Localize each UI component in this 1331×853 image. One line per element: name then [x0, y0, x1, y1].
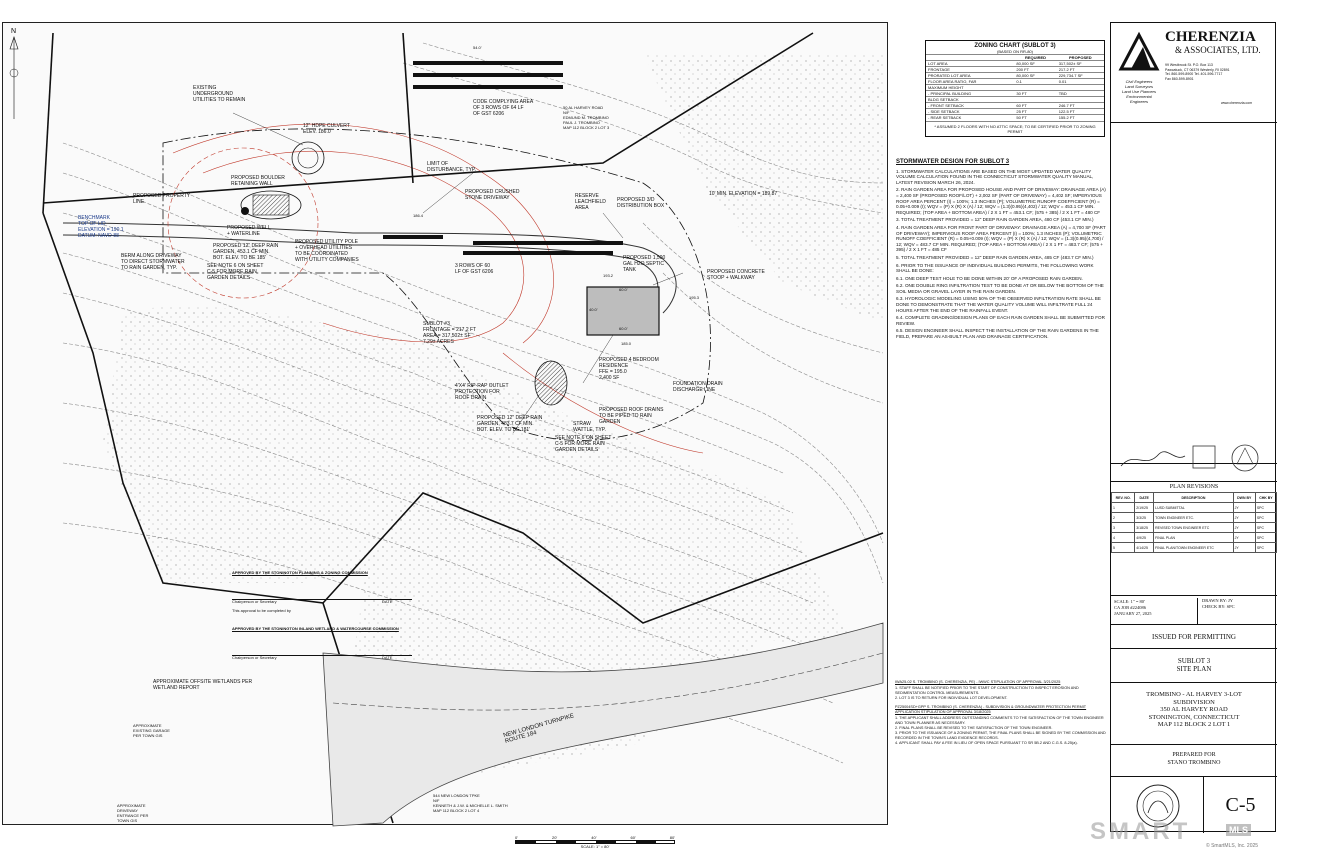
zoning-cell: 317,502± SF: [1057, 61, 1104, 67]
firm-name: CHERENZIA: [1165, 29, 1256, 45]
scale-tick: 20': [552, 835, 558, 840]
label-house-dim-side: 40.0': [589, 307, 598, 312]
zoning-cell: 155.2 FT: [1057, 115, 1104, 121]
stipulation-heading: PZ25004SD+GPP S. TROMBINO (S. CHERENZIA) - SUBDIVISION & GROUNDWATER PROTECTION PERMIT APPLICATION STIPULATION OF APPROVAL 3/18/2025: [895, 705, 1087, 714]
drawing-date: JANUARY 27, 2025: [1114, 611, 1152, 616]
zoning-cell: - SIDE SETBACK: [926, 109, 1014, 115]
stormwater-note: 2. RAIN GARDEN AREA FOR PROPOSED HOUSE AND PART OF DRIVEWAY: DRAINAGE AREA (A) = 2,400 SF (PROPOSED ROOF/LOT) + 2,002 SF (PART OF DRIVEWAY) = 4,402 SF; IMPERVIOUS ROOF AREA PERCENT (I) = 100%; 1.3 INCHES (P); VOLUMETRIC RUNOFF COEFFICIENT (R) = 0.05+0.009 (I); WQV = (P) X (R) X (A) / 12; WQV = (1.3)(0.95)(4,402) / 12; WQV = 453.1 CF MIN. REQUIRED; (TOP AREA + BOTTOM AREA) / 2 X 1 FT = 453.1 CF; (575 + 385) / 2 X 1 FT = 480 CF: [896, 187, 1106, 215]
retaining-wall: [253, 195, 289, 215]
pz-approval-title: APPROVED BY THE STONINGTON PLANNING & ZONING COMMISSION: [232, 570, 368, 575]
firm-services: Civil Engineers Land Surveyors Land Use Planners Environmental Engineers: [1121, 79, 1157, 104]
revision-cell: JY: [1233, 533, 1255, 543]
label-dist-box: PROPOSED 3/D DISTRIBUTION BOX: [617, 197, 665, 209]
label-offsite-wetlands: APPROXIMATE OFFSITE WETLANDS PER WETLAND REPORT: [153, 679, 253, 691]
label-foundation: FOUNDATION DRAIN DISCHARGE LINE: [673, 381, 723, 393]
zoning-cell: PRORATED LOT AREA: [926, 73, 1014, 79]
label-retaining-wall: PROPOSED BOULDER RETAINING WALL: [231, 175, 285, 187]
stipulation-items: 1. THE APPLICANT SHALL ADDRESS OUTSTANDING COMMENTS TO THE SATISFACTION OF THE TOWN ENGINEER AND TOWN PLANNER AS NECESSARY. 2. FINAL PLANS SHALL BE REVISED TO THE SATISFACTION OF THE TOWN ENGINEER. 3. PRIOR TO THE ISSUANCE OF A ZONING PERMIT, THE FINAL PLANS SHALL BE SIGNED BY THE COMMISSION AND RECORDED IN THE TOWN'S LAND EVIDENCE RECORDS. 4. APPLICANT SHALL PAY A FEE IN LIEU OF OPEN SPACE PURSUANT TO SR 5B.2 AND C.G.S. 8-25(a).: [895, 716, 1106, 745]
zoning-cell: 122.5 FT: [1057, 109, 1104, 115]
revision-cell: FINAL PLAN/TOWN ENGINEER ETC: [1154, 543, 1234, 553]
rev-header: DATE: [1135, 493, 1154, 503]
revision-cell: 4: [1112, 533, 1135, 543]
label-septic: PROPOSED 1,500 GAL H2O SEPTIC TANK: [623, 255, 666, 273]
copyright-text: © SmartMLS, Inc. 2025: [1206, 843, 1259, 849]
svg-text:N: N: [11, 28, 17, 35]
drawing-meta: [1111, 595, 1277, 625]
stormwater-note: 3. TOTAL TREATMENT PROVIDED = 12" DEEP RAIN GARDEN AREA, 480 CF (453.1 CF MIN.): [896, 217, 1094, 223]
scale-tick: 60': [630, 835, 636, 840]
zoning-cell: 229,734.7 SF: [1057, 73, 1104, 79]
firm-name-suffix: & ASSOCIATES, LTD.: [1175, 45, 1261, 55]
checked-by: CHECK BY: SPC: [1202, 604, 1235, 609]
zoning-subtitle: (BASED ON RR-80): [996, 49, 1033, 54]
issued-status: ISSUED FOR PERMITTING: [1111, 625, 1277, 649]
label-elev-185: 185.0: [621, 341, 632, 346]
iw-signature-line: [232, 649, 412, 660]
rev-header: REV. NO.: [1112, 493, 1135, 503]
revision-cell: 3/18/25: [1135, 523, 1154, 533]
label-rain-garden-1: PROPOSED 12" DEEP RAIN GARDEN, 453.1 CF MIN. BOT. ELEV. TO BE 185': [213, 243, 279, 261]
zoning-header: REQUIRED: [1014, 55, 1056, 61]
revisions-title: PLAN REVISIONS: [1169, 484, 1219, 490]
revision-cell: 4/9/25: [1135, 533, 1154, 543]
label-straw: STRAW WATTLE, TYP.: [573, 421, 606, 433]
zoning-cell: 30 FT: [1014, 91, 1056, 97]
label-well: PROPOSED WELL + WATERLINE: [227, 225, 271, 237]
label-reserve-leach: RESERVE LEACHFIELD AREA: [575, 193, 606, 211]
rev-header: DESCRIPTION: [1154, 493, 1234, 503]
zoning-table: [926, 54, 1104, 121]
culvert-basin: [292, 142, 324, 174]
zoning-cell: 80,000 SF: [1014, 61, 1056, 67]
stormwater-note: 4. RAIN GARDEN AREA FOR FRONT PART OF DRIVEWAY: DRAINAGE AREA (A) = 4,700 SF (PART OF DRIVEWAY); IMPERVIOUS ROOF AREA PERCENT (I) = 100%; 1.3 INCHES (P); VOLUMETRIC RUNOFF COEFFICIENT (R) = 0.05+0.009 (I); WQV = (P) X (R) X (A) / 12; WQV = (1.3)(0.95)(4,700) / 12; WQV = 483.7 CF MIN. REQUIRED; (TOP AREA + BOTTOM AREA) / 2 X 1 FT = 483.7 CF; (575 + 395) / 2 X 1 FT = 485 CF: [896, 224, 1106, 253]
prepared-for: PREPARED FOR STANO TROMBINO: [1111, 745, 1277, 777]
label-approx-garage: APPROXIMATE EXISTING GARAGE PER TOWN GIS: [133, 723, 170, 738]
iw-signer-label: Chairperson or Secretary: [232, 655, 277, 660]
revision-cell: SPC: [1255, 503, 1276, 513]
label-three-rows: 3 ROWS OF 60 LF OF GST 6206: [455, 263, 494, 275]
revision-cell: LUSD SUBMITTAL: [1154, 503, 1234, 513]
zoning-cell: - REAR SETBACK: [926, 115, 1014, 121]
revision-cell: 1: [1112, 503, 1135, 513]
zoning-cell: LOT AREA: [926, 61, 1014, 67]
stormwater-note: 6.3. HYDROLOGIC MODELING USING 50% OF THE OBSERVED INFILTRATION RATE SHALL BE DONE TO DEMONSTRATE THAT THE WATER QUALITY VOLUME WILL INFILTRATE FULL 24 HOURS AFTER THE END OF THE RAINFALL EVENT.: [896, 296, 1101, 313]
revision-row: [1112, 533, 1277, 543]
zoning-cell: TBD: [1057, 91, 1104, 97]
rev-header: CHK BY: [1255, 493, 1276, 503]
label-dim-54: 54.0': [473, 45, 482, 50]
label-elev-193: 193.2: [603, 273, 614, 278]
label-property-line: PROPOSED PROPERTY LINE: [133, 193, 191, 205]
stormwater-heading: STORMWATER DESIGN FOR SUBLOT 3: [896, 159, 1010, 165]
revision-cell: 3: [1112, 523, 1135, 533]
zoning-cell: MAXIMUM HEIGHT: [926, 85, 1014, 91]
job-number: CA JOB #224086: [1114, 605, 1147, 610]
stipulations: [895, 680, 1110, 746]
wooded-area-east: [643, 53, 883, 323]
revision-cell: SPC: [1255, 543, 1276, 553]
iw-date-label: DATE: [382, 655, 393, 660]
pz-date-label: DATE: [382, 599, 393, 604]
revision-row: [1112, 503, 1277, 513]
zoning-cell: FLOOR AREA RATIO, FAR: [926, 79, 1014, 85]
iw-approval: [232, 626, 412, 658]
leach-rows: [383, 61, 623, 255]
label-owner-top: 50 AL HARVEY ROAD N/F EDMUND M. TROMBINO PAUL J. TROMBINO MAP 112 BLOCK 2 LOT 3: [563, 105, 610, 130]
label-berm: BERM ALONG DRIVEWAY TO DIRECT STORMWATER TO RAIN GARDEN, TYP.: [121, 253, 185, 271]
zoning-title: ZONING CHART (SUBLOT 3): [974, 43, 1056, 49]
zoning-cell: 80,000 SF: [1014, 73, 1056, 79]
label-see-note-1: SEE NOTE 6 ON SHEET C-5 FOR MORE RAIN GARDEN DETAILS: [207, 263, 264, 281]
firm-website: www.cherenzia.com: [1221, 101, 1253, 105]
zoning-cell: 200 FT: [1014, 67, 1056, 73]
stormwater-note: 5. TOTAL TREATMENT PROVIDED = 12" DEEP RAIN GARDEN AREA, 485 CF (483.7 CF MIN.): [896, 254, 1094, 260]
revision-row: [1112, 543, 1277, 553]
stormwater-note: 6.5. DESIGN ENGINEER SHALL INSPECT THE INSTALLATION OF THE RAIN GARDENS IN THE FIELD, PREPARE AN AS-BUILT PLAN AND DRAINAGE CERTIFICATION.: [896, 328, 1099, 340]
project-name: TROMBINO - AL HARVEY 3-LOT SUBDIVISION 350 AL HARVEY ROAD STONINGTON, CONNECTICUT MAP 112 BLOCK 2 LOT 1: [1111, 683, 1277, 745]
north-arrow-icon: [3, 23, 25, 123]
approval-blocks: [232, 570, 862, 830]
drawing-meta-left: [1114, 599, 1151, 617]
label-riprap: 4'X4' RIP-RAP OUTLET PROTECTION FOR ROOF DRAIN: [455, 383, 509, 401]
label-owner-bottom: 544 NEW LONDON TPKE N/F KENNETH & J.W. & MICHELLE L. SMITH MAP 112 BLOCK 2 LOT 4: [433, 793, 508, 813]
firm-logo-block: [1111, 23, 1277, 123]
label-turnpike: NEW LONDON TURNPIKE ROUTE 184: [502, 713, 575, 745]
label-elev-195: 195.3: [689, 295, 700, 300]
rev-header: DWN BY: [1233, 493, 1255, 503]
label-utility-pole: PROPOSED UTILITY POLE + OVERHEAD UTILITIES TO BE COORDINATED WITH UTILITY COMPANIES: [295, 239, 359, 263]
label-benchmark: BENCHMARK TOP OF LID ELEVATION = 190.1 DATUM: NAVD-88: [78, 215, 124, 239]
label-crushed-stone: PROPOSED CRUSHED STONE DRIVEWAY: [465, 189, 520, 201]
driveway-edge: [63, 235, 658, 308]
revision-cell: 4/14/25: [1135, 543, 1154, 553]
stormwater-notes: [896, 160, 1106, 342]
label-min-elev: 10' MIN. ELEVATION = 189.87: [709, 191, 778, 197]
drawn-by: DRAWN BY: JY: [1202, 598, 1233, 603]
rain-garden-south: [535, 361, 567, 405]
revision-row: [1112, 513, 1277, 523]
label-dim-186: 186.4: [413, 213, 424, 218]
zoning-cell: 60 FT: [1014, 103, 1056, 109]
stipulation-items: 1. STAFF SHALL BE NOTIFIED PRIOR TO THE START OF CONSTRUCTION TO INSPECT EROSION AND SEDIMENTATION CONTROL MEASUREMENTS. 2. LOT 3 IS TO RETURN FOR INDIVIDUAL LOT DEVELOPMENT.: [895, 686, 1079, 700]
drawing-meta-right: [1197, 598, 1235, 624]
seal-icons: [1115, 440, 1275, 480]
scale-tick: 80': [669, 835, 675, 840]
revision-cell: JY: [1233, 503, 1255, 513]
sheet-title: SUBLOT 3 SITE PLAN: [1111, 649, 1277, 683]
zoning-header: PROPOSED: [1057, 55, 1104, 61]
title-block: [1110, 22, 1276, 832]
zoning-cell: 0.1: [1014, 79, 1056, 85]
stormwater-note: 1. STORMWATER CALCULATIONS ARE BASED ON THE MOST UPDATED WATER QUALITY VOLUME CALCULATION FOUND IN THE CONNECTICUT STORMWATER QUALITY MANUAL, LATEST REVISION MARCH 26, 2024.: [896, 168, 1094, 185]
revision-cell: JY: [1233, 523, 1255, 533]
label-sublot: SUBLOT #3 FRONTAGE = 217.2 FT AREA = 317,502± SF 7.29± ACRES: [423, 321, 477, 345]
scale-tick: 0': [515, 835, 518, 840]
revision-cell: 2: [1112, 513, 1135, 523]
iw-approval-title: APPROVED BY THE STONINGTON INLAND WETLAND & WATERCOURSE COMMISSION: [232, 626, 399, 631]
label-approx-driveway: APPROXIMATE DRIVEWAY ENTRANCE PER TOWN GIS: [117, 803, 149, 823]
label-code-complying: CODE COMPLYING AREA OF 3 ROWS OF 64 LF OF GST 6206: [473, 99, 534, 117]
label-rain-garden-2: PROPOSED 12" DEEP RAIN GARDEN, 483.7 CF MIN. BOT. ELEV. TO BE 181': [477, 415, 543, 433]
stormwater-note: 6.2. ONE DOUBLE RING INFILTRATION TEST TO BE DONE AT OR BELOW THE BOTTOM OF THE SOIL MEDIA OR GRAVEL LAYER IN THE RAIN GARDEN.: [896, 283, 1104, 294]
zoning-cell: 246.7 FT: [1057, 103, 1104, 109]
revision-cell: REVISED TOWN ENGINEER ETC: [1154, 523, 1234, 533]
scale-caption: SCALE: 1" = 80': [580, 844, 610, 849]
revision-cell: SPC: [1255, 523, 1276, 533]
zoning-footnote: * ASSUMED 2 FLOORS WITH NO ATTIC SPACE; TO BE CERTIFIED PRIOR TO ZONING PERMIT: [926, 121, 1104, 136]
zoning-cell: - FRONT SETBACK: [926, 103, 1014, 109]
zoning-cell: FRONTAGE: [926, 67, 1014, 73]
scale-bar: [515, 835, 675, 849]
revision-row: [1112, 523, 1277, 533]
smartmls-badge: MLS: [1226, 824, 1251, 836]
stormwater-note: 6.4. COMPLETE GRADING/DESIGN PLANS OF EACH RAIN GARDEN SHALL BE SUBMITTED FOR REVIEW.: [896, 315, 1105, 326]
pz-completion-note: This approval to be completed by: [232, 608, 291, 613]
zoning-cell: 25 FT: [1014, 109, 1056, 115]
label-see-note-2: SEE NOTE 6 ON SHEET C-5 FOR MORE RAIN GARDEN DETAILS: [555, 435, 612, 453]
label-existing-utilities: EXISTING UNDERGROUND UTILITIES TO REMAIN: [193, 85, 246, 103]
label-stoop: PROPOSED CONCRETE STOOP + WALKWAY: [707, 269, 765, 281]
smartmls-watermark: SMART: [1090, 818, 1191, 845]
firm-address: 99 Westbrook St. P.O. Box 113 Pawcatuck, CT 06379 Westerly, RI 02891 Tel. 860-599-8900 Tel. 401-596-7717 Fax 860-599-8901: [1165, 63, 1230, 81]
firm-logo-icon: [1117, 29, 1161, 73]
revision-cell: 2/19/25: [1135, 503, 1154, 513]
scale-tick: 40': [591, 835, 597, 840]
sheet-number: C-5: [1203, 777, 1277, 833]
pz-signer-label: Chairperson or Secretary: [232, 599, 277, 604]
label-bedroom: PROPOSED 4 BEDROOM RESIDENCE FFE = 195.0 2,400 SF: [599, 357, 659, 381]
label-culvert: 12" HDPE CULVERT ELEV. 186.0: [303, 123, 350, 135]
zoning-cell: - PRINCIPAL BUILDING: [926, 91, 1014, 97]
zoning-cell: 0.01: [1057, 79, 1104, 85]
stormwater-note: 6.1. ONE DEEP TEST HOLE TO BE DONE WITHIN 20' OF A PROPOSED RAIN GARDEN.: [896, 275, 1083, 281]
well-symbol: [241, 207, 249, 215]
zoning-chart: [925, 40, 1105, 137]
revision-cell: JY: [1233, 513, 1255, 523]
label-house-dim-bot: 60.0': [619, 326, 628, 331]
plan-revisions: [1111, 481, 1277, 553]
stormwater-note: 6. PRIOR TO THE ISSUANCE OF INDIVIDUAL BUILDING PERMITS, THE FOLLOWING WORK SHALL BE DONE:: [896, 262, 1094, 274]
revision-cell: 3/3/25: [1135, 513, 1154, 523]
zoning-cell: BLDG SETBACK: [926, 97, 1014, 103]
revision-cell: FINAL PLAN: [1154, 533, 1234, 543]
drawing-scale: SCALE: 1" = 80': [1114, 599, 1145, 604]
revision-cell: SPC: [1255, 533, 1276, 543]
label-roof-drains: PROPOSED ROOF DRAINS TO BE PIPED TO RAIN GARDEN: [599, 407, 664, 425]
revision-cell: TOWN ENGINEER ETC.: [1154, 513, 1234, 523]
zoning-cell: 50 FT: [1014, 115, 1056, 121]
revision-cell: 5: [1112, 543, 1135, 553]
pz-approval: [232, 570, 412, 613]
pz-signature-line: [232, 593, 412, 604]
label-limit-disturbance: LIMIT OF DISTURBANCE, TYP.: [427, 161, 476, 173]
label-house-dim-top: 60.0': [619, 287, 628, 292]
zoning-cell: 217.2 FT: [1057, 67, 1104, 73]
revisions-table: [1111, 492, 1277, 553]
stipulation-heading: IWA25-02 S. TROMBINO (S. CHERENZIA, PE) - IWWC STIPULATION OF APPROVAL 3/21/2025: [895, 680, 1061, 684]
revision-cell: SPC: [1255, 513, 1276, 523]
revision-cell: JY: [1233, 543, 1255, 553]
